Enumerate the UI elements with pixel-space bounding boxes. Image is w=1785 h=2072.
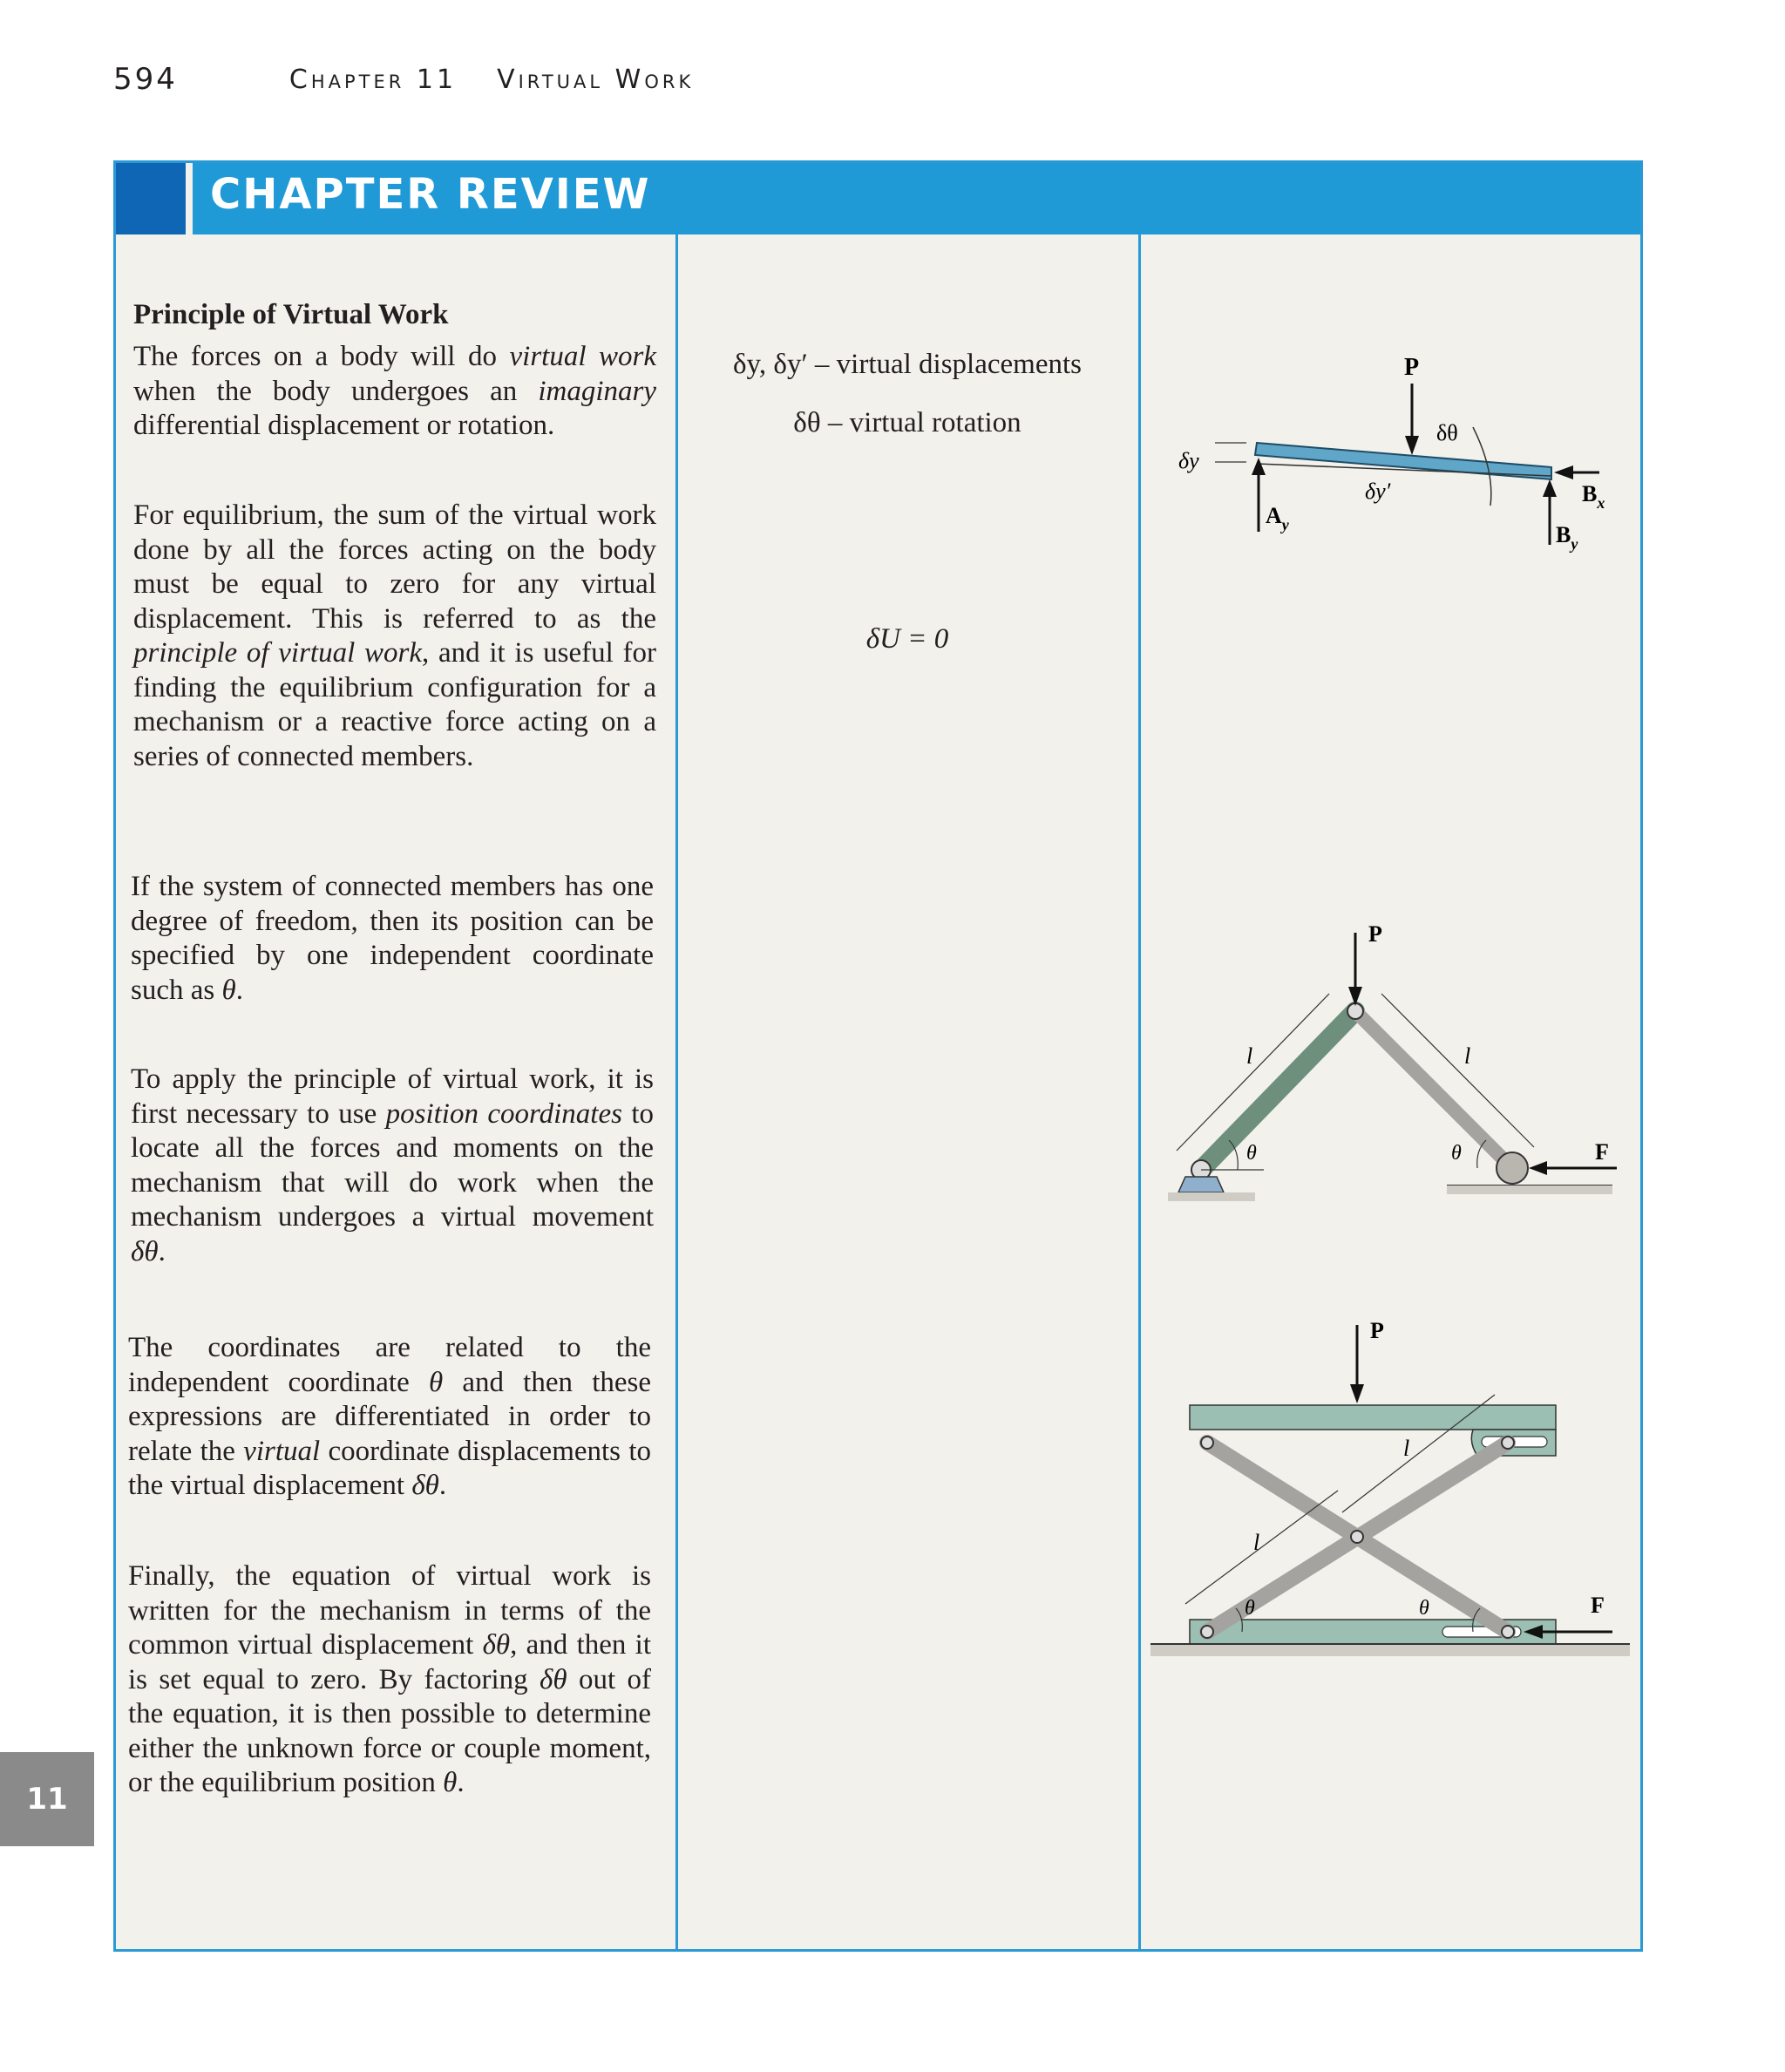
label-theta-right: θ	[1419, 1597, 1429, 1620]
label-l-upper: l	[1403, 1436, 1410, 1461]
label-p: P	[1404, 354, 1420, 381]
column-divider-2	[1138, 234, 1141, 1949]
label-dy-prime: δy′	[1365, 479, 1391, 504]
center-pin	[1351, 1531, 1363, 1543]
label-f: F	[1591, 1593, 1605, 1618]
label-l-lower: l	[1253, 1530, 1260, 1555]
chapter-title: Virtual Work	[497, 64, 695, 95]
virtual-rotation-definition: δθ – virtual rotation	[793, 407, 1021, 438]
column-divider-1	[675, 234, 678, 1949]
label-theta-right: θ	[1451, 1142, 1462, 1165]
pin-support	[1178, 1177, 1224, 1192]
paragraph-6: Finally, the equation of virtual work is written for the mechanism in terms of the common virtual displacement δθ, and then it is set equal to zero. By factoring δθ out of the equation, it is then possible to determine either the unknown force or couple moment, or the equilibrium position θ.	[128, 1560, 651, 1798]
paragraph-3: If the system of connected members has one degree of freedom, then its position can be specified by one independent coordinate such as θ.	[131, 871, 654, 1006]
section-heading: Principle of Virtual Work	[133, 299, 449, 330]
paragraph-1: The forces on a body will do virtual work when the body undergoes an imaginary differential displacement or rotation.	[133, 341, 657, 441]
paragraph-5: The coordinates are related to the independent coordinate θ and then these expressions are differentiated in order to relate the virtual coordinate displacements to the virtual displacement δθ.	[128, 1332, 651, 1501]
label-theta-left: θ	[1245, 1597, 1255, 1620]
svg-text:By: $B_y$	[1556, 522, 1578, 553]
right-link	[1355, 1011, 1512, 1168]
label-p: P	[1370, 1318, 1384, 1343]
page-number: 594	[113, 62, 178, 97]
banner-title: CHAPTER REVIEW	[210, 170, 651, 219]
top-platform	[1190, 1405, 1556, 1430]
virtual-work-equation: δU = 0	[865, 623, 949, 655]
chapter-review-banner	[116, 163, 1640, 234]
label-dy: δy	[1178, 448, 1199, 473]
label-by: B	[1556, 522, 1571, 547]
svg-text:Bx: $B_x$	[1582, 481, 1605, 512]
label-p: P	[1368, 921, 1382, 947]
label-ay: A	[1266, 503, 1282, 528]
svg-text:Ay: $A_y$	[1266, 503, 1289, 533]
virtual-displacements-definition: δy, δy′ – virtual displacements	[732, 349, 1082, 380]
left-link	[1201, 1011, 1355, 1170]
linkage-figure	[1159, 915, 1639, 1220]
paragraph-2: For equilibrium, the sum of the virtual work done by all the forces acting on the body must be equal to zero for any virtual displacement. This is referred to as the principle of virtual work, and it is useful for finding the equilibrium configuration for a mechanism or a reactive force acting on a series of connected members.	[133, 499, 656, 772]
label-bx: B	[1582, 481, 1598, 506]
beam-figure	[1159, 340, 1639, 567]
chapter-label: Chapter 11	[288, 64, 458, 95]
running-head	[113, 58, 694, 101]
label-l-left: l	[1246, 1043, 1253, 1069]
label-theta-left: θ	[1246, 1142, 1257, 1165]
paragraph-4: To apply the principle of virtual work, it is first necessary to use position coordinates to locate all the forces and moments on the mechanism that will do work when the mechanism undergoes a virtual movement δθ.	[131, 1063, 654, 1267]
banner-accent-block	[116, 163, 186, 234]
scissor-lift-figure	[1142, 1316, 1639, 1665]
label-l-right: l	[1464, 1043, 1471, 1069]
label-dtheta: δθ	[1436, 420, 1458, 445]
chapter-side-tab: 11	[0, 1752, 94, 1846]
roller	[1497, 1152, 1528, 1184]
label-f: F	[1595, 1139, 1609, 1165]
